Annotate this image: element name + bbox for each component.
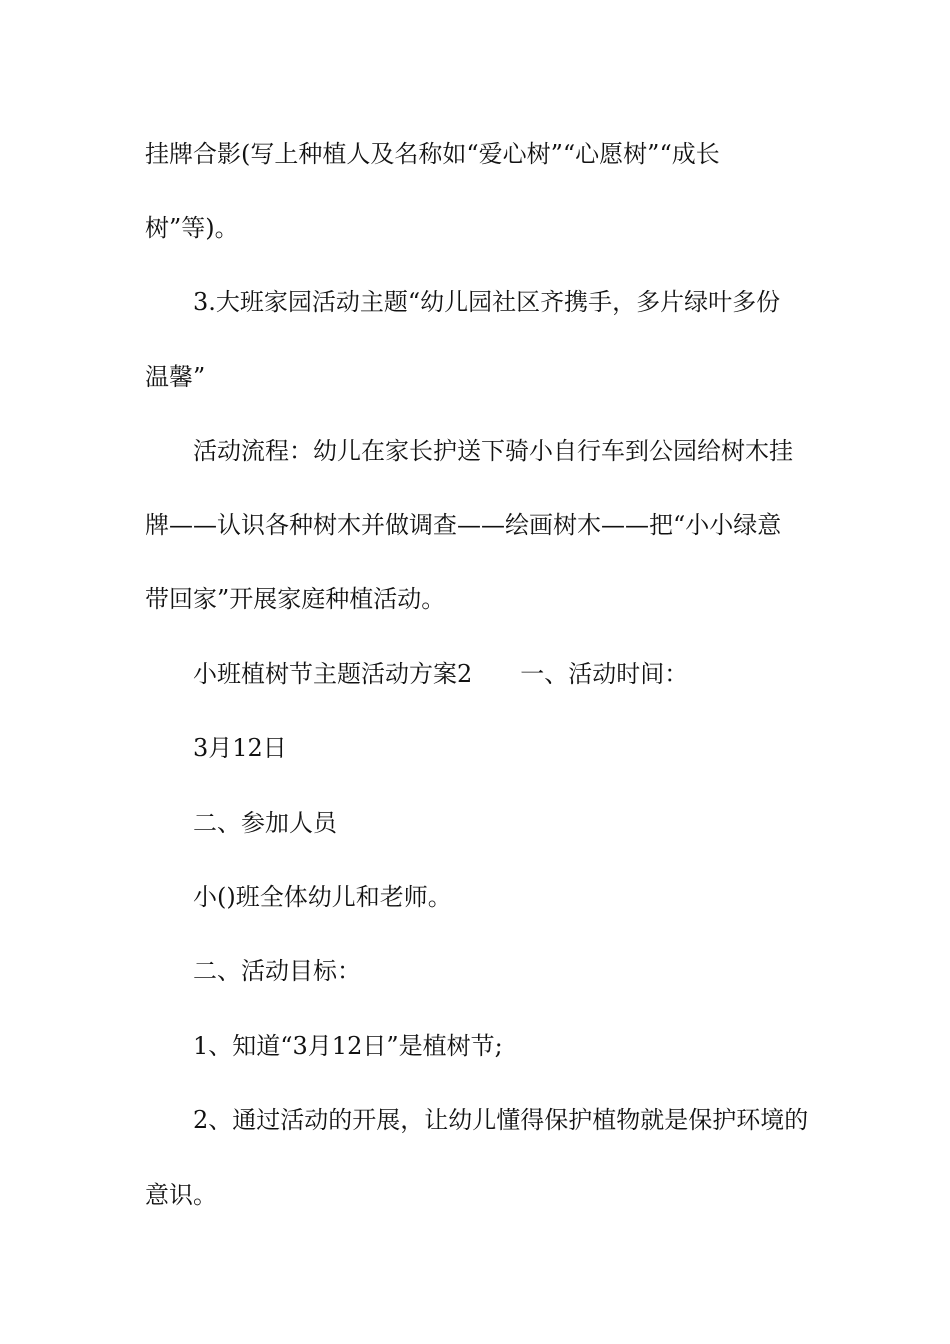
text-line: 活动流程：幼儿在家长护送下骑小自行车到公园给树木挂 xyxy=(193,437,793,465)
text-line: 二、参加人员 xyxy=(193,809,337,837)
heading-line xyxy=(193,659,873,689)
text-line: 挂牌合影(写上种植人及名称如“爱心树”“心愿树”“成长 xyxy=(145,140,720,168)
text-line: 3月12日 xyxy=(193,734,287,762)
text-line: 2、通过活动的开展，让幼儿懂得保护植物就是保护环境的 xyxy=(193,1106,809,1134)
text-line: 小()班全体幼儿和老师。 xyxy=(193,883,452,911)
text-line: 意识。 xyxy=(145,1181,217,1209)
section-title: 小班植树节主题活动方案2 xyxy=(193,660,473,688)
text-line: 温馨” xyxy=(145,363,206,391)
text-line: 树”等)。 xyxy=(145,214,239,242)
subsection-title: 一、活动时间： xyxy=(520,660,689,688)
text-line: 带回家”开展家庭种植活动。 xyxy=(145,585,446,613)
text-line: 牌——认识各种树木并做调查——绘画树木——把“小小绿意 xyxy=(145,511,782,539)
text-line: 二、活动目标： xyxy=(193,957,361,985)
text-line: 3.大班家园活动主题“幼儿园社区齐携手，多片绿叶多份 xyxy=(193,288,781,316)
text-line: 1、知道“3月12日”是植树节; xyxy=(193,1032,503,1060)
